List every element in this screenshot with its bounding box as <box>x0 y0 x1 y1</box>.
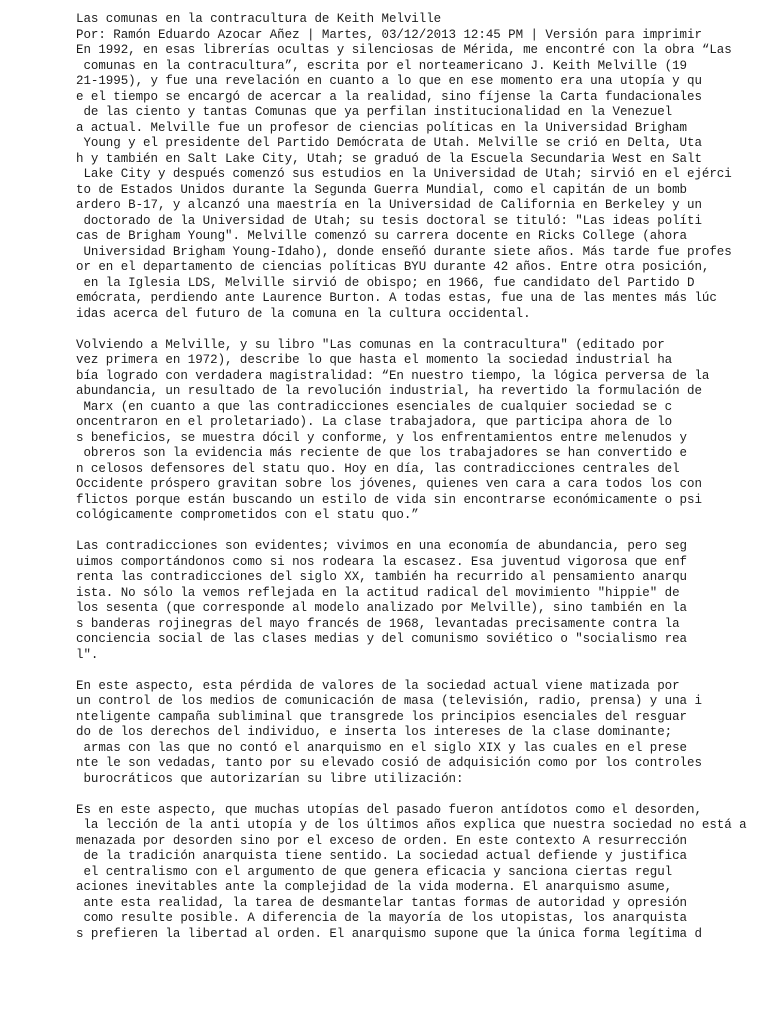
text-line: En este aspecto, esta pérdida de valores de la sociedad actual viene matizada por <box>76 678 680 693</box>
text-line: 21-1995), y fue una revelación en cuanto a lo que en ese momento era una utopía y qu <box>76 74 702 88</box>
text-line: la lección de la anti utopía y de los últimos años explica que nuestra sociedad no está a <box>76 818 747 832</box>
text-line: abundancia, un resultado de la revolución industrial, ha revertido la formulación de <box>76 384 702 398</box>
document-page <box>76 12 756 958</box>
text-line: s prefieren la libertad al orden. El anarquismo supone que la única forma legítima d <box>76 926 702 941</box>
text-line: conciencia social de las clases medias y del comunismo soviético o "socialismo rea <box>76 632 688 646</box>
text-line: s banderas rojinegras del mayo francés de 1968, levantadas precisamente contra la <box>76 616 680 631</box>
text-line: los sesenta (que corresponde al modelo analizado por Melville), sino también en la <box>76 601 688 615</box>
paragraph <box>76 803 756 943</box>
text-line: cas de Brigham Young". Melville comenzó su carrera docente en Ricks College (ahora <box>76 229 688 243</box>
text-line: doctorado de la Universidad de Utah; su tesis doctoral se tituló: "Las ideas políti <box>76 213 702 228</box>
text-line: armas con las que no contó el anarquismo en el siglo XIX y las cuales en el prese <box>76 740 688 755</box>
text-line: cológicamente comprometidos con el statu quo.” <box>76 508 419 522</box>
document-body <box>76 43 756 942</box>
text-line: Universidad Brigham Young-Idaho), donde enseñó durante siete años. Más tarde fue profes <box>76 244 732 259</box>
document-title: Las comunas en la contracultura de Keith Melville <box>76 12 442 26</box>
text-line: to de Estados Unidos durante la Segunda Guerra Mundial, como el capitán de un bomb <box>76 182 688 197</box>
text-line: emócrata, perdiendo ante Laurence Burton. A todas estas, fue una de las mentes más lúc <box>76 291 717 305</box>
text-line: un control de los medios de comunicación de masa (televisión, radio, prensa) y una i <box>76 694 702 708</box>
text-line: nte le son vedadas, tanto por su elevado cosió de adquisición como por los controles <box>76 756 702 770</box>
text-line: menazada por desorden sino por el exceso de orden. En este contexto A resurrección <box>76 833 688 848</box>
text-line: n celosos defensores del statu quo. Hoy en día, las contradicciones centrales del <box>76 461 680 476</box>
paragraph <box>76 539 756 663</box>
paragraph <box>76 679 756 788</box>
text-line: bía logrado con verdadera magistralidad: “En nuestro tiempo, la lógica perversa de la <box>76 368 710 383</box>
text-line: comunas en la contracultura”, escrita por el norteamericano J. Keith Melville (19 <box>76 58 688 73</box>
text-line: burocráticos que autorizarían su libre utilización: <box>76 771 464 786</box>
text-line: obreros son la evidencia más reciente de que los trabajadores se han convertido e <box>76 446 688 460</box>
text-line: aciones inevitables ante la complejidad de la vida moderna. El anarquismo asume, <box>76 880 673 894</box>
text-line: Las contradicciones son evidentes; vivimos en una economía de abundancia, pero seg <box>76 539 688 553</box>
text-line: renta las contradicciones del siglo XX, también ha recurrido al pensamiento anarqu <box>76 570 688 584</box>
text-line: en la Iglesia LDS, Melville sirvió de obispo; en 1966, fue candidato del Partido D <box>76 275 695 290</box>
text-line: el centralismo con el argumento de que genera eficacia y sanciona ciertas regul <box>76 864 673 879</box>
text-line: Volviendo a Melville, y su libro "Las comunas en la contracultura" (editado por <box>76 337 665 352</box>
text-line: vez primera en 1972), describe lo que hasta el momento la sociedad industrial ha <box>76 353 673 367</box>
text-line: Occidente próspero gravitan sobre los jóvenes, quienes ven cara a cara todos los con <box>76 477 702 491</box>
text-line: a actual. Melville fue un profesor de ciencias políticas en la Universidad Brigham <box>76 120 688 135</box>
text-line: como resulte posible. A diferencia de la mayoría de los utopistas, los anarquista <box>76 911 688 925</box>
text-line: do de los derechos del individuo, e inserta los intereses de la clase dominante; <box>76 725 673 739</box>
text-line: ista. No sólo la vemos reflejada en la actitud radical del movimiento "hippie" de <box>76 585 680 600</box>
text-line: Marx (en cuanto a que las contradicciones esenciales de cualquier sociedad se c <box>76 399 673 414</box>
text-line: Es en este aspecto, que muchas utopías del pasado fueron antídotos como el desorden, <box>76 802 702 817</box>
text-line: Lake City y después comenzó sus estudios en la Universidad de Utah; sirvió en el ejérci <box>76 167 732 181</box>
text-line: or en el departamento de ciencias políticas BYU durante 42 años. Entre otra posición, <box>76 260 710 274</box>
text-line: idas acerca del futuro de la comuna en la cultura occidental. <box>76 306 531 321</box>
document-byline: Por: Ramón Eduardo Azocar Añez | Martes, 03/12/2013 12:45 PM | Versión para imprimir <box>76 27 702 42</box>
text-line: En 1992, en esas librerías ocultas y silenciosas de Mérida, me encontré con la obra “Las <box>76 43 732 57</box>
text-line: uimos comportándonos como si nos rodeara la escasez. Esa juventud vigorosa que enf <box>76 554 688 569</box>
text-line: de las ciento y tantas Comunas que ya perfilan institucionalidad en la Venezuel <box>76 105 673 119</box>
text-line: h y también en Salt Lake City, Utah; se graduó de la Escuela Secundaria West en Salt <box>76 151 702 166</box>
text-line: Young y el presidente del Partido Demócrata de Utah. Melville se crió en Delta, Uta <box>76 136 702 150</box>
text-line: e el tiempo se encargó de acercar a la realidad, sino fíjense la Carta fundacionales <box>76 89 702 104</box>
text-line: oncentraron en el proletariado). La clase trabajadora, que participa ahora de lo <box>76 415 673 429</box>
text-line: flictos porque están buscando un estilo de vida sin encontrarse económicamente o psi <box>76 492 702 507</box>
paragraph <box>76 43 756 322</box>
text-line: s beneficios, se muestra dócil y conforme, y los enfrentamientos entre melenudos y <box>76 430 688 445</box>
text-line: nteligente campaña subliminal que transgrede los principios esenciales del resguar <box>76 709 688 724</box>
text-line: de la tradición anarquista tiene sentido. La sociedad actual defiende y justifica <box>76 849 688 863</box>
text-line: ardero B-17, y alcanzó una maestría en la Universidad de California en Berkeley y un <box>76 198 702 212</box>
paragraph <box>76 338 756 524</box>
text-line: l". <box>76 647 99 662</box>
text-line: ante esta realidad, la tarea de desmantelar tantas formas de autoridad y opresión <box>76 895 688 910</box>
